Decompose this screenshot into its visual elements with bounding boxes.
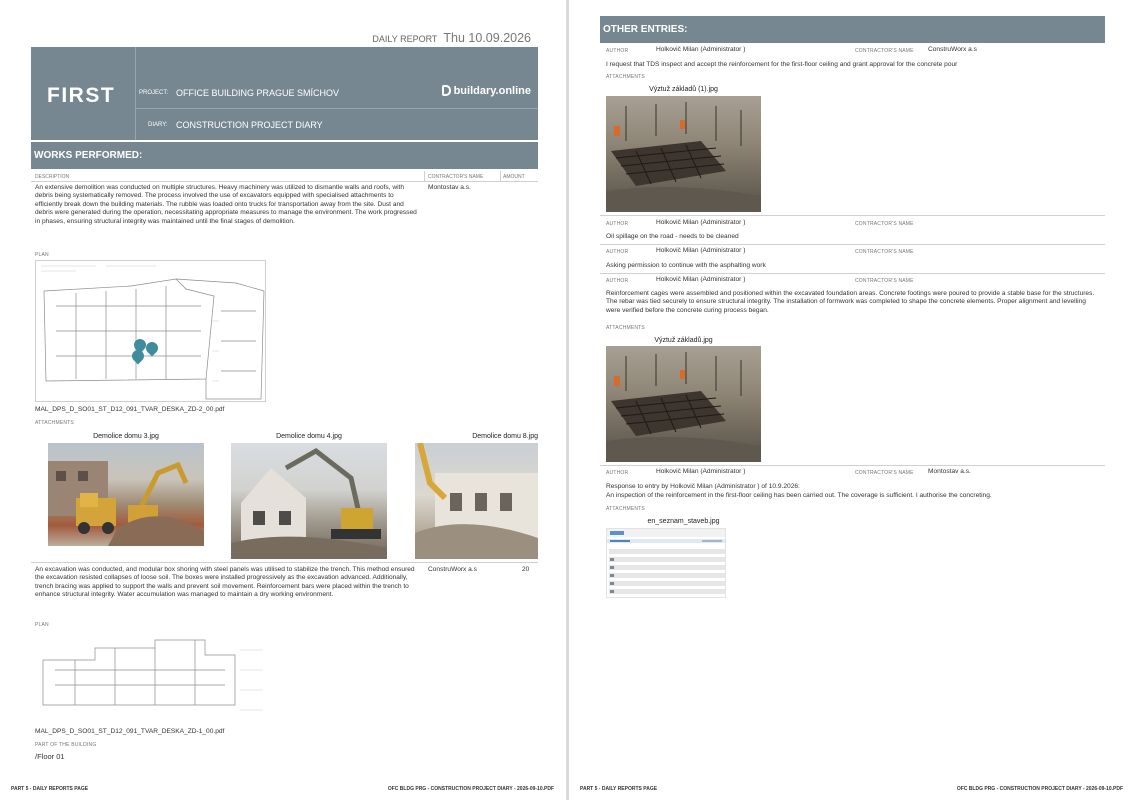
entry-contractor: Montostav a.s. <box>928 468 971 475</box>
floor-plan-image[interactable] <box>35 260 266 402</box>
col-amount: AMOUNT <box>503 174 525 180</box>
attachment-caption: Výztuž základů.jpg <box>654 337 713 344</box>
table-rule <box>31 562 538 563</box>
brand-icon <box>442 85 451 96</box>
demolition-photo-art <box>415 443 538 559</box>
project-banner <box>31 47 538 140</box>
attachments-label: ATTACHMENTS <box>606 506 645 512</box>
attachments-label: ATTACHMENTS <box>606 325 645 331</box>
rebar-photo-art <box>606 346 761 462</box>
footer-right: OFC BLDG PRG - CONSTRUCTION PROJECT DIARY - 2026-09-10.PDF <box>956 786 1123 792</box>
entry-text: Reinforcement cages were assembled and positioned within the excavated foundation areas. Concrete footings were poured to provide a stable base for the structures. The rebar was tied securely to ensure structural integrity. The installation of formwork was completed to shape the concrete elements. Proper alignment and levelling were verified before the concrete curing process began. <box>606 290 1095 314</box>
work-description: An extensive demolition was conducted on multiple structures. Heavy machinery was utilized to dismantle walls and roofs, with debris being systematically removed. The process involved the use of excavators equipped with specialised attachments to efficiently break down the building materials. The rubble was loaded onto trucks for transportation away from the site. Dust and debris were generated during the operation, necessitating appropriate measures to manage the environment. The work progressed in phases, ensuring structural integrity was maintained until the final stages of demolition. <box>35 184 417 225</box>
entry-text: I request that TDS inspect and accept the reinforcement for the first-floor ceiling and grant approval for the concrete pour <box>606 61 958 68</box>
diary-label: DIARY: <box>148 122 168 128</box>
report-page-2 <box>569 0 1135 800</box>
author-label: AUTHOR <box>606 470 629 476</box>
col-description: DESCRIPTION <box>35 174 70 180</box>
contractor-label: CONTRACTOR'S NAME <box>855 470 914 476</box>
work-contractor: Montostav a.s. <box>428 184 471 191</box>
author-label: AUTHOR <box>606 221 629 227</box>
plan-file-name[interactable]: MAL_DPS_D_SO01_ST_D12_091_TVAR_DESKA_ZD-2_00.pdf <box>35 406 225 413</box>
demolition-photo-art <box>231 443 387 559</box>
rebar-photo[interactable] <box>606 346 761 462</box>
plan-label: PLAN <box>35 252 49 258</box>
attachment-caption: Výztuž základů (1).jpg <box>649 86 718 93</box>
banner-divider <box>135 47 136 140</box>
screenshot-attachment-art <box>607 529 726 598</box>
works-section-title: WORKS PERFORMED: <box>31 142 538 169</box>
banner-divider <box>135 108 538 109</box>
report-page-1 <box>0 0 566 800</box>
attachment-caption: Demolice domu 8.jpg <box>472 433 538 440</box>
author-label: AUTHOR <box>606 278 629 284</box>
response-title: Response to entry by Holkovič Milan (Administrator ) of 10.9.2026: <box>606 483 800 490</box>
report-date: Thu 10.09.2026 <box>443 31 531 45</box>
demolition-photo[interactable] <box>231 443 387 559</box>
floor-plan-drawing <box>35 630 266 724</box>
entry-author: Holkovič Milan (Administrator ) <box>656 468 746 475</box>
contractor-label: CONTRACTOR'S NAME <box>855 48 914 54</box>
footer-left: PART 5 - DAILY REPORTS PAGE <box>11 786 89 792</box>
entry-divider <box>600 215 1105 216</box>
part-of-building-value: /Floor 01 <box>35 752 65 761</box>
entry-contractor: ConstruWorx a.s <box>928 46 977 53</box>
author-label: AUTHOR <box>606 249 629 255</box>
contractor-label: CONTRACTOR'S NAME <box>855 278 914 284</box>
col-contractor: CONTRACTOR'S NAME <box>428 174 484 180</box>
work-description: An excavation was conducted, and modular box shoring with steel panels was utilised to stabilize the trench. This method ensured the excavation resisted collapses of loose soil. The boxes were installed progressively as the excavation advanced. Additionally, trench bracing was applied to support the walls and prevent soil movement. Reinforcement bars were placed within the trench to enhance structural integrity. Water accumulation was managed to maintain a dry working environment. <box>35 566 415 599</box>
part-of-building-label: PART OF THE BUILDING <box>35 742 97 748</box>
rebar-photo[interactable] <box>606 96 761 212</box>
work-contractor: ConstruWorx a.s <box>428 566 477 573</box>
entry-divider <box>600 465 1105 466</box>
report-heading <box>0 31 531 45</box>
entry-author: Holkovič Milan (Administrator ) <box>656 219 746 226</box>
contractor-label: CONTRACTOR'S NAME <box>855 249 914 255</box>
project-name: OFFICE BUILDING PRAGUE SMÍCHOV <box>176 88 340 98</box>
work-amount: 20 <box>522 566 530 573</box>
attachment-caption: Demolice domu 4.jpg <box>276 433 342 440</box>
col-divider <box>424 171 425 181</box>
attachment-caption: en_seznam_staveb.jpg <box>647 518 720 525</box>
contractor-label: CONTRACTOR'S NAME <box>855 221 914 227</box>
screenshot-attachment[interactable] <box>606 528 726 598</box>
attachment-caption: Demolice domu 3.jpg <box>93 433 159 440</box>
report-label: DAILY REPORT <box>372 34 438 44</box>
plan-label: PLAN <box>35 622 49 628</box>
table-rule <box>31 181 538 182</box>
attachments-label: ATTACHMENTS <box>606 74 645 80</box>
floor-plan-image[interactable] <box>35 630 266 724</box>
entry-author: Holkovič Milan (Administrator ) <box>656 46 746 53</box>
author-label: AUTHOR <box>606 48 629 54</box>
company-logo: FIRST <box>47 84 116 107</box>
demolition-photo[interactable] <box>48 443 204 546</box>
plan-file-name[interactable]: MAL_DPS_D_SO01_ST_D12_091_TVAR_DESKA_ZD-1_00.pdf <box>35 728 225 735</box>
floor-plan-drawing <box>36 261 266 402</box>
demolition-photo[interactable] <box>415 443 538 559</box>
brand-name: buildary.online <box>453 85 531 97</box>
footer-left: PART 5 - DAILY REPORTS PAGE <box>580 786 658 792</box>
col-divider <box>500 171 501 181</box>
entry-author: Holkovič Milan (Administrator ) <box>656 247 746 254</box>
entry-text: An inspection of the reinforcement in the first-floor ceiling has been carried out. The coverage is sufficient. I authorise the concreting. <box>606 492 992 499</box>
entry-text: Oil spillage on the road - needs to be cleaned <box>606 233 739 240</box>
entry-divider <box>600 244 1105 245</box>
brand-mark <box>442 85 531 97</box>
project-label: PROJECT: <box>139 90 169 96</box>
entry-text: Asking permission to continue with the asphalting work <box>606 262 766 269</box>
demolition-photo-art <box>48 443 204 546</box>
rebar-photo-art <box>606 96 761 212</box>
footer-right: OFC BLDG PRG - CONSTRUCTION PROJECT DIARY - 2026-09-10.PDF <box>387 786 554 792</box>
entry-author: Holkovič Milan (Administrator ) <box>656 276 746 283</box>
other-section-title: OTHER ENTRIES: <box>600 16 1105 43</box>
diary-name: CONSTRUCTION PROJECT DIARY <box>176 120 323 130</box>
entry-divider <box>600 273 1105 274</box>
attachments-label: ATTACHMENTS <box>35 420 74 426</box>
